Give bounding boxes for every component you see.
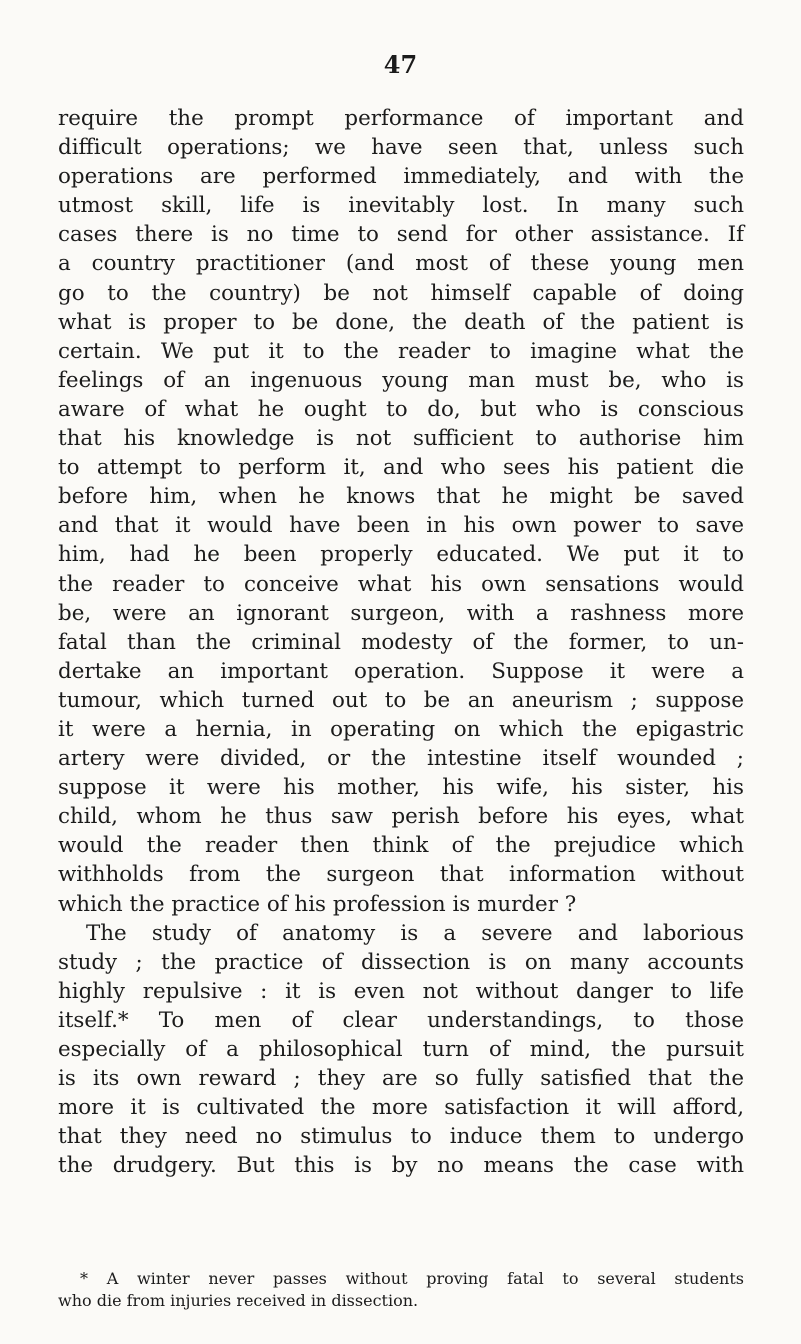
- text-line: dertake an important operation. Suppose it were a: [58, 658, 744, 684]
- text-line: that his knowledge is not sufficient to authorise him: [58, 426, 744, 452]
- text-line: more it is cultivated the more satisfaction it will afford,: [58, 1095, 744, 1121]
- text-line: the drudgery. But this is by no means the case with: [58, 1153, 744, 1179]
- text-line: require the prompt performance of important and: [58, 106, 744, 131]
- text-line: that they need no stimulus to induce them to undergo: [58, 1124, 744, 1150]
- text-line: certain. We put it to the reader to imagine what the: [58, 338, 744, 364]
- footnote-line: who die from injuries received in dissection.: [58, 1291, 419, 1310]
- page-number: 47: [383, 50, 418, 79]
- text-line: suppose it were his mother, his wife, his sister, his: [58, 775, 744, 801]
- text-line: highly repulsive : it is even not without danger to life: [58, 978, 744, 1004]
- text-line: difficult operations; we have seen that, unless such: [58, 135, 744, 161]
- text-line: a country practitioner (and most of these young men: [58, 251, 744, 277]
- text-line: it were a hernia, in operating on which the epigastric: [58, 716, 744, 742]
- text-line: utmost skill, life is inevitably lost. In many such: [58, 193, 744, 219]
- text-line: tumour, which turned out to be an aneurism ; suppose: [58, 687, 744, 713]
- text-line: study ; the practice of dissection is on many accounts: [58, 949, 744, 975]
- text-line: cases there is no time to send for other assistance. If: [58, 222, 744, 248]
- text-line: aware of what he ought to do, but who is conscious: [58, 396, 744, 422]
- body-text: [58, 104, 744, 1180]
- text-line: before him, when he knows that he might be saved: [58, 484, 744, 510]
- text-line: fatal than the criminal modesty of the former, to un-: [58, 629, 744, 655]
- footnote-line: * A winter never passes without proving fatal to several students: [80, 1269, 744, 1288]
- footnote: [58, 1268, 744, 1312]
- text-line: artery were divided, or the intestine itself wounded ;: [58, 746, 744, 772]
- text-line: would the reader then think of the prejudice which: [58, 833, 744, 859]
- text-line: what is proper to be done, the death of the patient is: [58, 309, 744, 335]
- text-line: the reader to conceive what his own sensations would: [58, 571, 744, 597]
- text-line: and that it would have been in his own power to save: [58, 513, 744, 539]
- text-line: The study of anatomy is a severe and laborious: [86, 920, 744, 946]
- text-line: go to the country) be not himself capable of doing: [58, 280, 744, 306]
- text-line: which the practice of his profession is murder ?: [58, 891, 577, 917]
- text-line: him, had he been properly educated. We put it to: [58, 542, 744, 568]
- text-line: to attempt to perform it, and who sees his patient die: [58, 455, 744, 481]
- text-line: feelings of an ingenuous young man must be, who is: [58, 367, 744, 393]
- text-line: itself.* To men of clear understandings, to those: [58, 1007, 744, 1033]
- text-line: especially of a philosophical turn of mind, the pursuit: [58, 1037, 744, 1062]
- text-line: is its own reward ; they are so fully satisfied that the: [58, 1066, 744, 1092]
- text-line: withholds from the surgeon that information without: [58, 862, 744, 888]
- text-line: be, were an ignorant surgeon, with a rashness more: [58, 600, 744, 626]
- text-line: child, whom he thus saw perish before his eyes, what: [58, 804, 744, 830]
- text-line: operations are performed immediately, and with the: [58, 164, 744, 190]
